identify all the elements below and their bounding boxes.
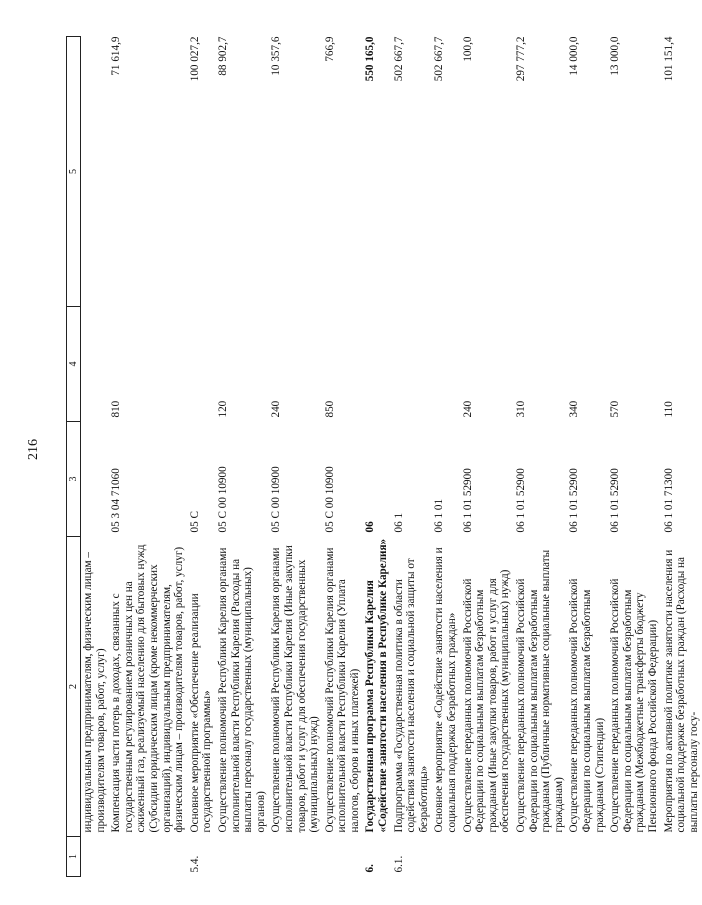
table-row	[216, 37, 269, 877]
table-row	[432, 37, 460, 877]
table-row	[514, 37, 567, 877]
row-amount: 100 027,2	[188, 36, 201, 82]
table-body	[81, 37, 702, 877]
row-target-code: 05 С 00 10900	[270, 466, 283, 533]
row-expense-kind: 850	[323, 400, 336, 418]
row-number	[109, 837, 188, 877]
row-expense-kind: 120	[216, 400, 229, 418]
row-amount: 550 165,0	[364, 36, 377, 82]
table-row	[363, 37, 391, 877]
row-target-code: 05 С 00 10900	[216, 466, 229, 533]
row-number	[567, 837, 608, 877]
row-amount: 502 667,7	[392, 36, 405, 82]
row-expense-kind: 240	[461, 400, 474, 418]
row-target-code: 06 1 01	[433, 498, 446, 533]
header-col-1: 1	[67, 837, 81, 877]
row-amount: 502 667,7	[433, 36, 446, 82]
table-row	[608, 37, 661, 877]
row-target-code: 06	[364, 521, 377, 533]
row-name: Осуществление полномочий Республики Карелия органами исполнительной власти Республики Карелия (Расходы на выплаты персоналу государственных (муниципальных) органов)	[216, 547, 267, 833]
row-number: 6.1.	[392, 855, 405, 873]
row-amount: 100,0	[461, 36, 474, 62]
row-expense-kind: 570	[609, 400, 622, 418]
row-name: Осуществление полномочий Республики Карелия органами исполнительной власти Республики Карелия (Иные закупки товаров, работ и услуг для обеспечения государственных (муниципальных) нужд)	[270, 545, 321, 833]
row-target-code: 06 1 01 52900	[461, 468, 474, 533]
rotated-page-content	[66, 36, 700, 877]
page-number: 216	[25, 439, 41, 460]
row-number	[662, 837, 702, 877]
row-amount: 101 151,4	[662, 36, 675, 82]
row-amount: 766,9	[323, 36, 336, 62]
row-expense-kind	[81, 307, 110, 422]
table-row	[323, 37, 364, 877]
header-col-3: 3	[67, 422, 81, 537]
row-number: 5.4.	[188, 855, 201, 873]
row-target-code: 06 1 01 71300	[662, 468, 675, 533]
row-expense-kind: 240	[270, 400, 283, 418]
row-name: Основное мероприятие «Содействие занятости населения и социальная поддержка безработных граждан»	[433, 547, 459, 833]
row-target-code: 05 С	[188, 511, 201, 533]
row-name: Основное мероприятие «Обеспечение реализации государственной программы»	[188, 593, 214, 833]
row-expense-kind	[392, 307, 433, 422]
row-number: 6.	[364, 864, 377, 873]
table-row	[461, 37, 514, 877]
row-expense-kind: 110	[662, 401, 675, 418]
header-col-5: 5	[67, 37, 81, 307]
row-expense-kind	[188, 307, 216, 422]
row-amount: 14 000,0	[568, 36, 581, 76]
row-name: индивидуальным предпринимателям, физическим лицам – производителям товаров, работ, услуг)	[82, 551, 107, 833]
row-name: Подпрограмма «Государственная политика в области содействия занятости населения и социальной защиты от безработицы»	[392, 558, 430, 833]
row-name: Мероприятия по активной политике занятости населения и социальной поддержке безработных граждан (Расходы на выплаты персоналу госу-	[662, 549, 700, 833]
row-amount: 13 000,0	[609, 36, 622, 76]
row-expense-kind	[432, 307, 460, 422]
header-col-4: 4	[67, 307, 81, 422]
row-expense-kind: 340	[568, 400, 581, 418]
row-name: Компенсация части потерь в доходах, связанных с государственным регулированием розничных цен на сжиженный газ, реализуемый населению для бытовых нужд (Субсидии юридическим лицам (кроме некоммерческих организаций), индивидуальным предпринимателям, физическим лицам – производителям товаров, работ, услуг)	[110, 544, 186, 833]
header-col-2: 2	[67, 537, 81, 837]
row-number	[514, 837, 567, 877]
budget-table	[66, 36, 702, 877]
table-row	[392, 37, 433, 877]
row-name: Осуществление переданных полномочий Российской Федерации по социальным выплатам безработным гражданам (Публичные нормативные социальные выплаты гражданам)	[515, 549, 565, 833]
row-number	[432, 837, 460, 877]
row-expense-kind	[363, 307, 391, 422]
row-amount: 88 902,7	[216, 36, 229, 76]
row-amount	[81, 37, 110, 307]
table-row	[81, 37, 110, 877]
row-number	[81, 837, 110, 877]
row-number	[461, 837, 514, 877]
row-amount: 71 614,9	[110, 36, 123, 76]
table-row	[188, 37, 216, 877]
row-number	[608, 837, 661, 877]
row-number	[323, 837, 364, 877]
row-amount: 10 357,6	[270, 36, 283, 76]
row-target-code: 06 1 01 52900	[609, 468, 622, 533]
row-target-code: 06 1 01 52900	[568, 468, 581, 533]
row-name: Государственная программа Республики Карелия «Содействие занятости населения в Республике Карелия»	[364, 538, 390, 833]
row-expense-kind: 310	[515, 400, 527, 418]
row-name: Осуществление полномочий Республики Карелия органами исполнительной власти Республики Карелия (Уплата налогов, сборов и иных платежей)	[323, 547, 361, 833]
row-number	[216, 837, 269, 877]
row-name: Осуществление переданных полномочий Российской Федерации по социальным выплатам безработным гражданам (Стипендии)	[568, 578, 606, 833]
row-target-code: 06 1	[392, 512, 405, 533]
row-number	[269, 837, 322, 877]
table-row	[109, 37, 188, 877]
row-name: Осуществление переданных полномочий Российской Федерации по социальным выплатам безработным гражданам (Межбюджетные трансферты бюджету Пенсионного фонда Российской Федерации)	[609, 578, 659, 833]
row-target-code	[81, 422, 110, 537]
table-row	[567, 37, 608, 877]
row-amount: 297 777,2	[515, 36, 527, 82]
row-expense-kind: 810	[110, 400, 123, 418]
row-target-code: 06 1 01 52900	[515, 468, 527, 533]
row-name: Осуществление переданных полномочий Российской Федерации по социальным выплатам безработным гражданам (Иные закупки товаров, работ и услуг для обеспечения государственных (муниципальных) нужд)	[461, 569, 512, 833]
row-target-code: 05 3 04 71060	[110, 468, 123, 533]
table-row	[269, 37, 322, 877]
table-row	[662, 37, 702, 877]
row-target-code: 05 С 00 10900	[323, 466, 336, 533]
table-header-row	[67, 37, 81, 877]
